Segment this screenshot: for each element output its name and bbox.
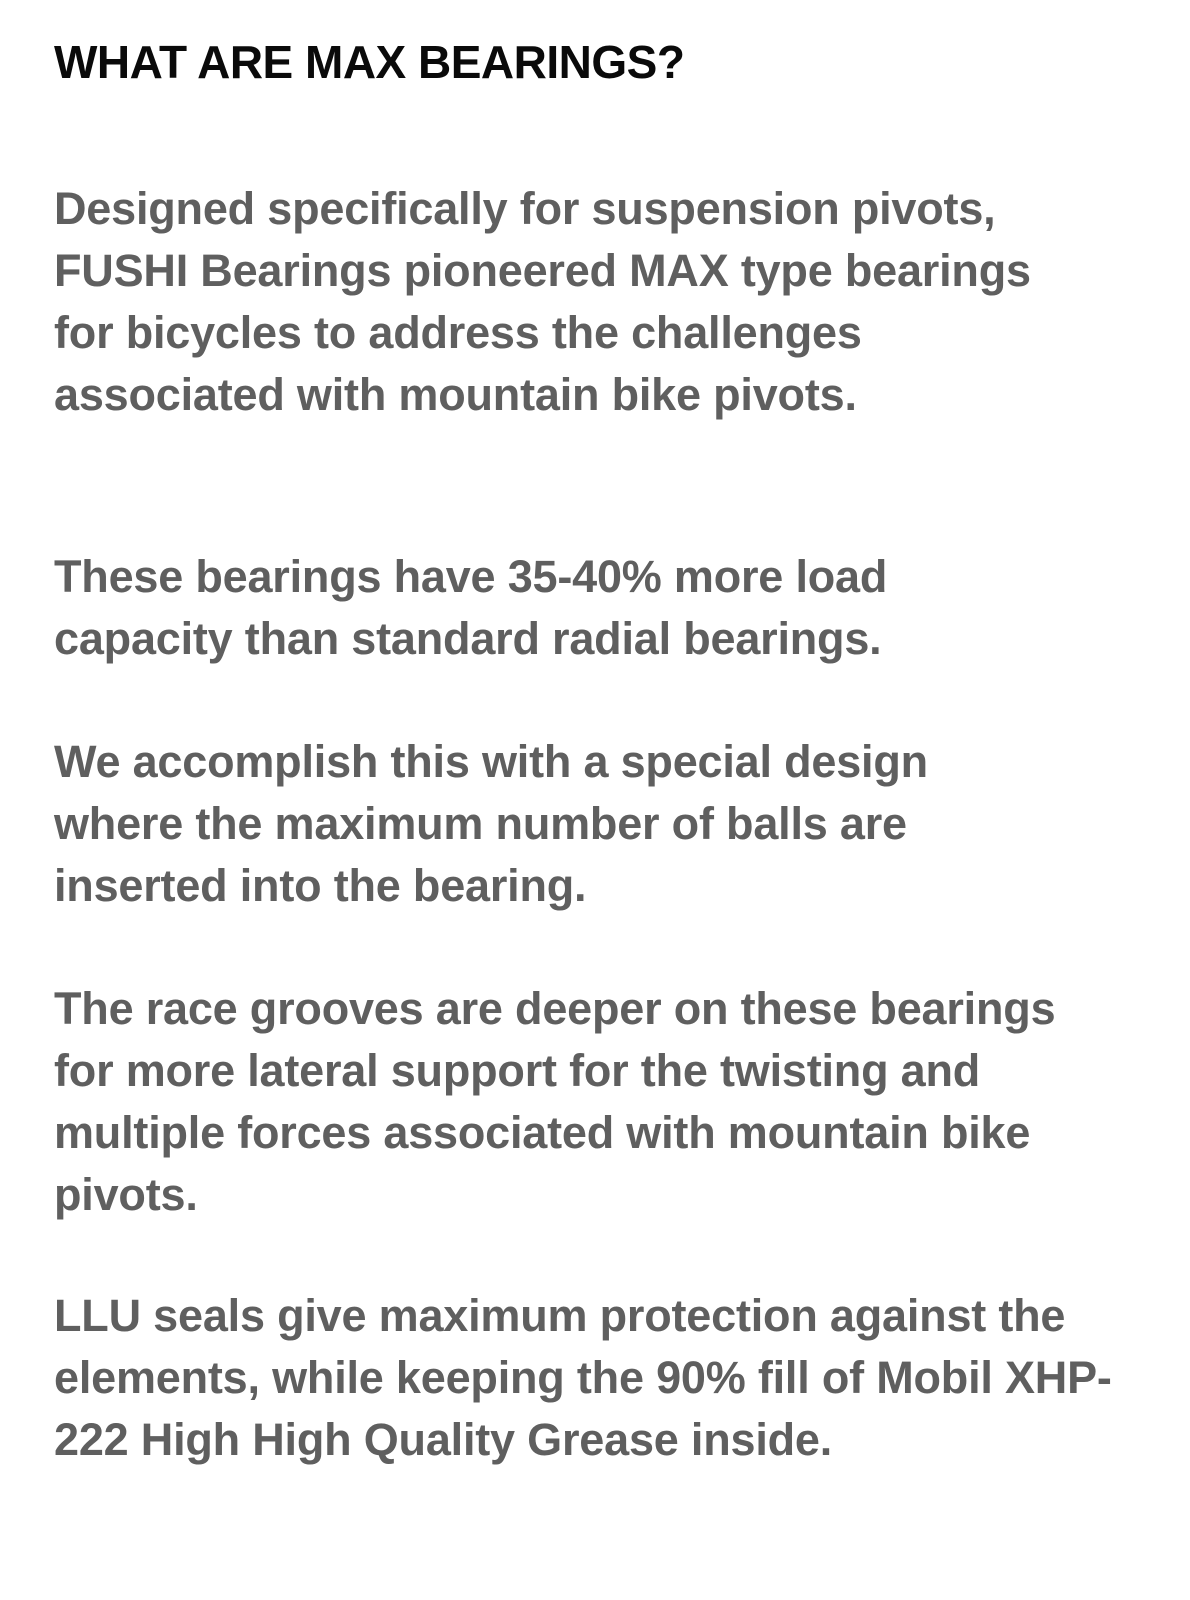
paragraph-intro: Designed specifically for suspension pivots, FUSHI Bearings pioneered MAX type bearings for bicycles to address the challenges associated with mountain bike pivots. [54, 183, 1031, 420]
paragraph-design: We accomplish this with a special design where the maximum number of balls are inserted into the bearing. [54, 736, 928, 911]
page-title: WHAT ARE MAX BEARINGS? [54, 36, 685, 88]
paragraph-load-capacity: These bearings have 35-40% more load capacity than standard radial bearings. [54, 551, 888, 664]
paragraph-race-grooves: The race grooves are deeper on these bearings for more lateral support for the twisting and multiple forces associated with mountain bike pivots. [54, 983, 1056, 1220]
paragraph-seals: LLU seals give maximum protection against the elements, while keeping the 90% fill of Mobil XHP-222 High High Quality Grease inside. [54, 1290, 1112, 1465]
article [54, 30, 1144, 1465]
